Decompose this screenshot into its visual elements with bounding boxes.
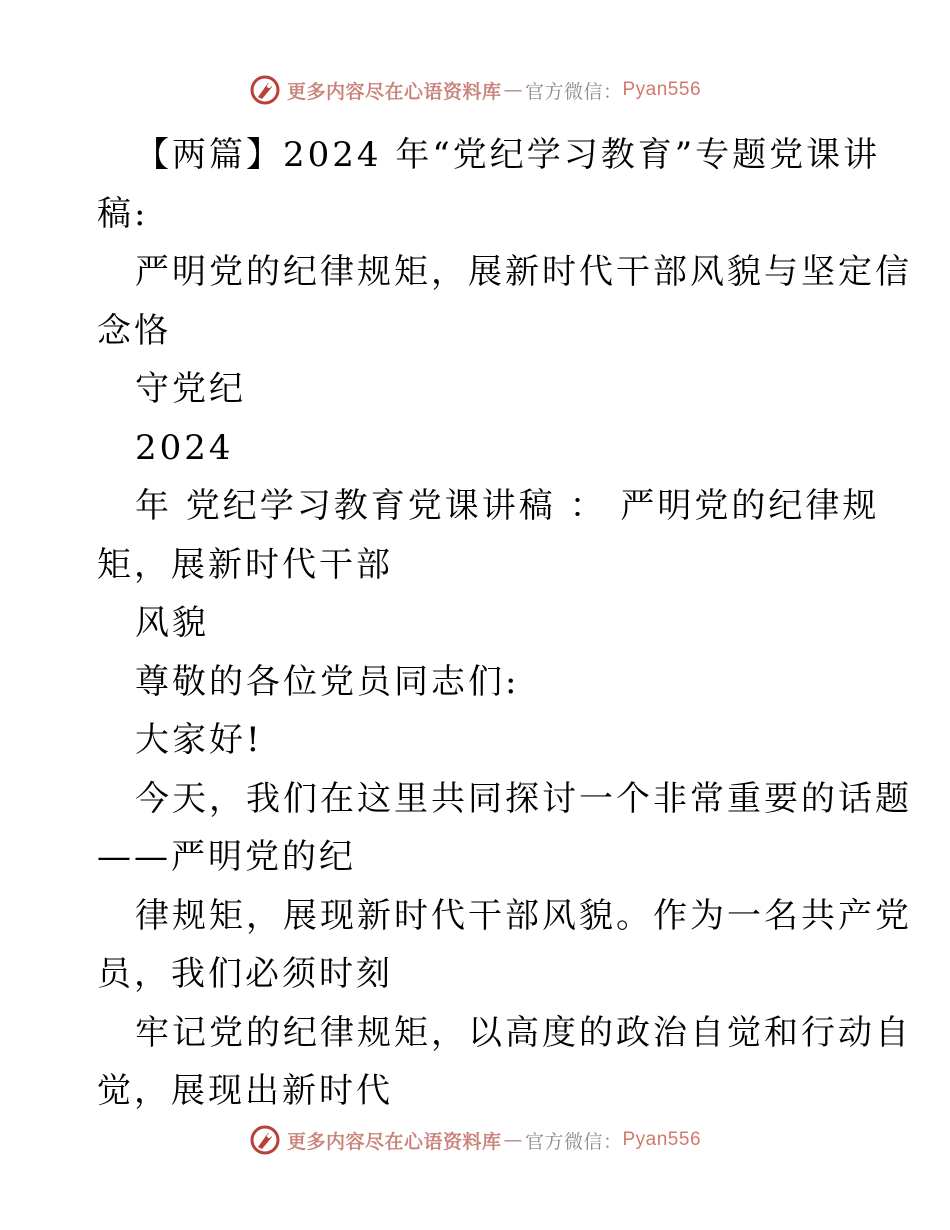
doc-title-line-2: 稿: (97, 193, 149, 234)
doc-para-line-1: 今天，我们在这里共同探讨一个非常重要的话题 (135, 778, 912, 819)
doc-para-line-4: 员，我们必须时刻 (97, 954, 393, 994)
doc-heading-line-3: 风貌 (135, 603, 209, 643)
banner-dash: — (503, 79, 523, 101)
banner-wechat-label: 官方微信： (524, 1130, 623, 1153)
pen-nib-logo-icon (249, 74, 281, 106)
doc-year-line: 2024 (135, 427, 234, 468)
doc-para-line-3: 律规矩，展现新时代干部风貌。作为一名共产党 (135, 895, 912, 936)
banner-dash: — (503, 1129, 523, 1151)
banner-wechat-id: Pyan556 (622, 79, 702, 100)
banner-wechat-label: 官方微信： (524, 80, 623, 103)
doc-greeting: 尊敬的各位党员同志们: (135, 661, 520, 702)
doc-title-line-1: 【两篇】2024 年“党纪学习教育”专题党课讲 (135, 135, 881, 175)
document-body (97, 126, 912, 1121)
banner-title: 更多内容尽在心语资料库 (286, 1130, 502, 1153)
banner-title: 更多内容尽在心语资料库 (286, 80, 502, 103)
doc-subtitle-line-2: 念恪 (97, 310, 171, 351)
doc-subtitle-line-3: 守党纪 (135, 369, 246, 409)
doc-heading-line-2: 矩，展新时代干部 (97, 544, 393, 585)
footer-watermark-banner (0, 1120, 950, 1160)
doc-subtitle-line-1: 严明党的纪律规矩，展新时代干部风貌与坚定信 (135, 252, 912, 292)
doc-para-line-5: 牢记党的纪律规矩，以高度的政治自觉和行动自 (135, 1012, 912, 1053)
header-watermark-banner (0, 70, 950, 110)
doc-para-line-2: ——严明党的纪 (97, 837, 356, 877)
doc-heading-line-1: 年 党纪学习教育党课讲稿 ： 严明党的纪律规 (135, 486, 880, 526)
banner-wechat-id: Pyan556 (622, 1129, 702, 1150)
pen-nib-logo-icon (249, 1124, 281, 1156)
doc-para-line-6: 觉，展现出新时代 (97, 1071, 393, 1111)
doc-hello: 大家好! (135, 720, 263, 760)
